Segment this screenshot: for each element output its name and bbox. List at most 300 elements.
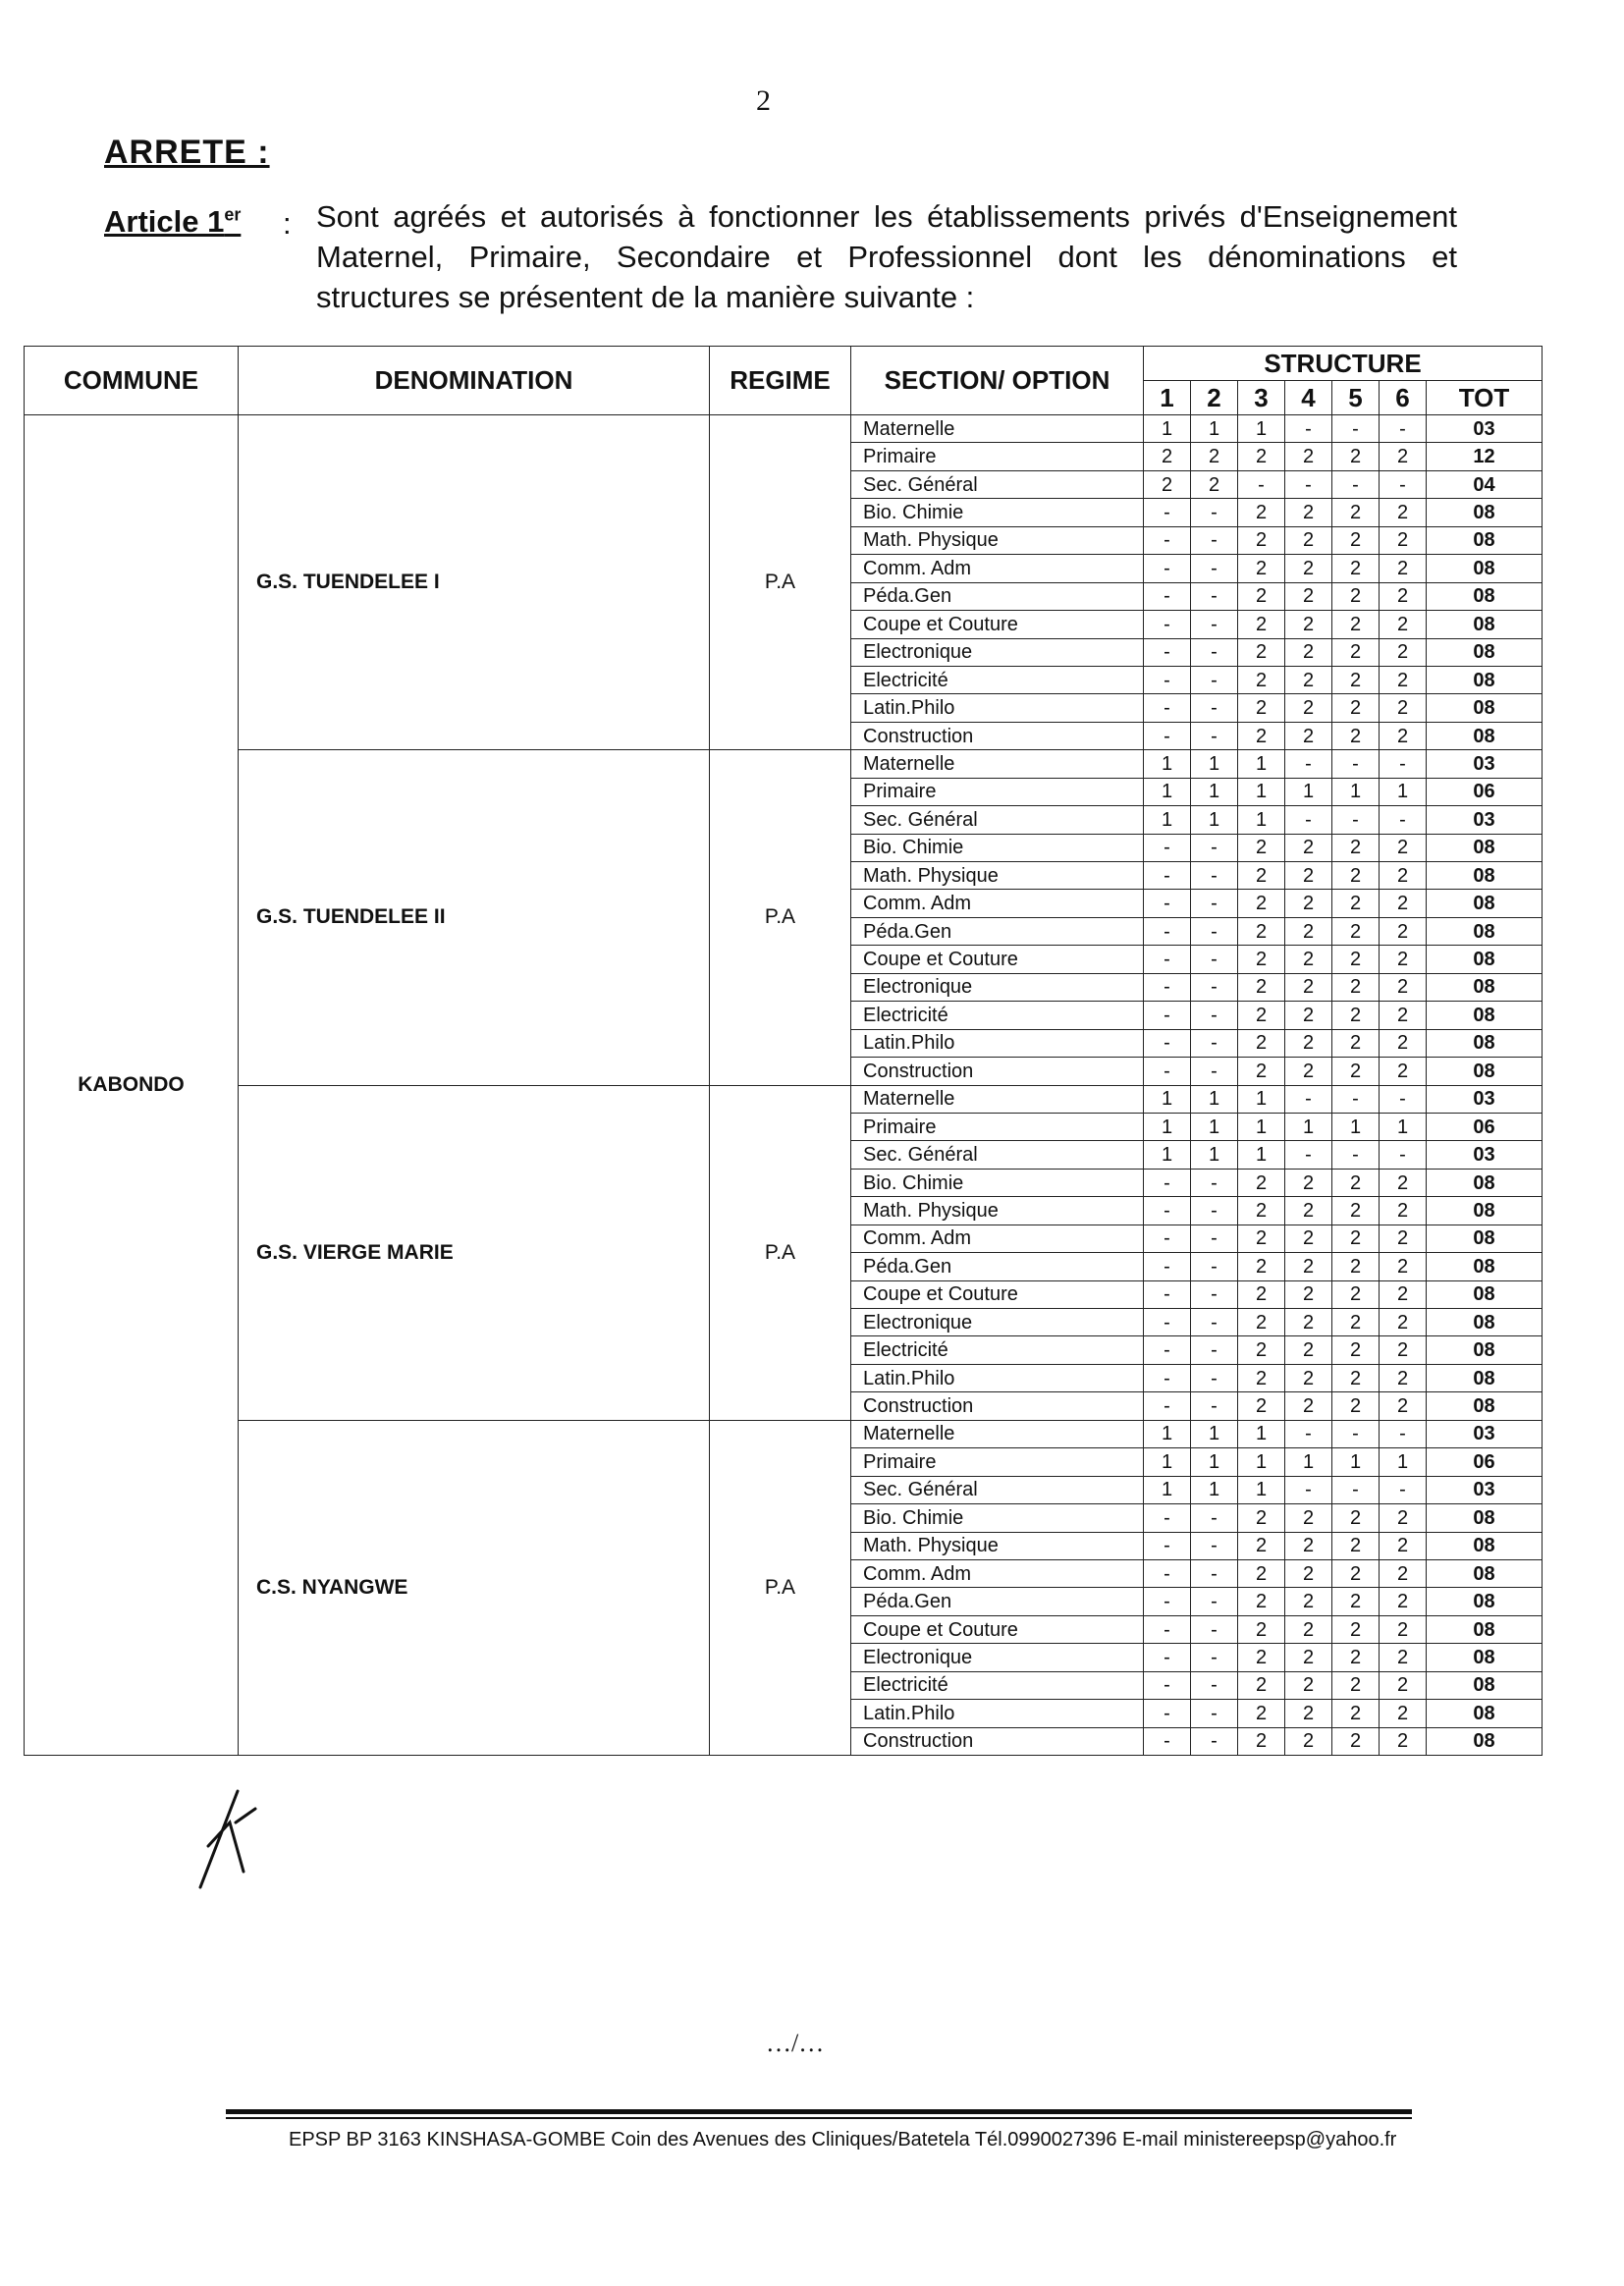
tot-cell: 08 [1427, 1671, 1543, 1699]
year-2-cell: - [1191, 1392, 1238, 1420]
year-1-cell: 2 [1144, 470, 1191, 498]
year-1-cell: - [1144, 611, 1191, 638]
year-5-cell: 2 [1332, 1727, 1380, 1755]
year-5-cell: - [1332, 470, 1380, 498]
denomination-cell: G.S. VIERGE MARIE [239, 1085, 710, 1420]
year-6-cell: 1 [1380, 778, 1427, 805]
year-6-cell: 2 [1380, 1644, 1427, 1671]
year-6-cell: - [1380, 806, 1427, 834]
year-5-cell: 2 [1332, 1392, 1380, 1420]
option-cell: Sec. Général [851, 1141, 1144, 1169]
year-3-cell: 1 [1238, 1141, 1285, 1169]
year-3-cell: 2 [1238, 666, 1285, 693]
year-1-cell: - [1144, 1364, 1191, 1391]
year-6-cell: 2 [1380, 666, 1427, 693]
year-1-cell: - [1144, 1700, 1191, 1727]
year-3-cell: 2 [1238, 1309, 1285, 1336]
year-2-cell: - [1191, 1253, 1238, 1280]
year-5-cell: 2 [1332, 1588, 1380, 1615]
option-cell: Latin.Philo [851, 694, 1144, 722]
year-4-cell: - [1285, 1085, 1332, 1113]
year-2-cell: - [1191, 1197, 1238, 1225]
year-1-cell: 1 [1144, 415, 1191, 443]
year-4-cell: 2 [1285, 1253, 1332, 1280]
year-6-cell: 2 [1380, 555, 1427, 582]
year-1-cell: - [1144, 1058, 1191, 1085]
year-3-cell: 2 [1238, 1364, 1285, 1391]
tot-cell: 08 [1427, 526, 1543, 554]
schools-table [24, 346, 1543, 1756]
year-1-cell: - [1144, 1644, 1191, 1671]
tot-cell: 06 [1427, 778, 1543, 805]
year-5-cell: 2 [1332, 1671, 1380, 1699]
table-row [25, 1420, 1543, 1447]
year-4-cell: 2 [1285, 1280, 1332, 1308]
tot-cell: 08 [1427, 1058, 1543, 1085]
tot-cell: 08 [1427, 917, 1543, 945]
option-cell: Primaire [851, 443, 1144, 470]
year-4-cell: 2 [1285, 666, 1332, 693]
tot-cell: 03 [1427, 1476, 1543, 1503]
decree-heading: ARRETE : [104, 134, 270, 171]
year-4-cell: 2 [1285, 890, 1332, 917]
year-1-cell: 1 [1144, 1113, 1191, 1140]
year-3-cell: 2 [1238, 1671, 1285, 1699]
year-2-cell: - [1191, 1644, 1238, 1671]
year-2-cell: - [1191, 1058, 1238, 1085]
option-cell: Comm. Adm [851, 1225, 1144, 1252]
option-cell: Math. Physique [851, 526, 1144, 554]
option-cell: Péda.Gen [851, 582, 1144, 610]
year-2-cell: - [1191, 1169, 1238, 1196]
year-6-cell: - [1380, 1085, 1427, 1113]
year-1-cell: - [1144, 1671, 1191, 1699]
year-5-cell: 2 [1332, 1058, 1380, 1085]
year-6-cell: 2 [1380, 443, 1427, 470]
year-1-cell: 1 [1144, 1085, 1191, 1113]
year-5-cell: 2 [1332, 1169, 1380, 1196]
year-3-cell: 2 [1238, 1002, 1285, 1029]
year-1-cell: - [1144, 1002, 1191, 1029]
year-2-cell: 1 [1191, 750, 1238, 778]
tot-cell: 08 [1427, 1197, 1543, 1225]
year-3-cell: 2 [1238, 526, 1285, 554]
year-3-cell: 1 [1238, 1476, 1285, 1503]
year-2-cell: 1 [1191, 806, 1238, 834]
tot-cell: 08 [1427, 1253, 1543, 1280]
regime-cell: P.A [710, 1085, 851, 1420]
year-3-cell: 1 [1238, 1448, 1285, 1476]
year-1-cell: - [1144, 834, 1191, 861]
option-cell: Péda.Gen [851, 917, 1144, 945]
year-3-cell: 2 [1238, 1253, 1285, 1280]
year-5-cell: - [1332, 1420, 1380, 1447]
option-cell: Bio. Chimie [851, 1169, 1144, 1196]
year-2-cell: - [1191, 1700, 1238, 1727]
year-5-cell: 2 [1332, 862, 1380, 890]
tot-cell: 08 [1427, 1532, 1543, 1559]
year-5-cell: 2 [1332, 611, 1380, 638]
year-5-cell: 2 [1332, 890, 1380, 917]
year-5-cell: 1 [1332, 1448, 1380, 1476]
tot-cell: 03 [1427, 1141, 1543, 1169]
year-3-cell: 2 [1238, 890, 1285, 917]
option-cell: Latin.Philo [851, 1364, 1144, 1391]
year-4-cell: 2 [1285, 1644, 1332, 1671]
footer-rule [226, 2109, 1412, 2114]
year-4-cell: 1 [1285, 1448, 1332, 1476]
year-4-cell: 2 [1285, 1309, 1332, 1336]
tot-cell: 08 [1427, 499, 1543, 526]
year-1-cell: - [1144, 1169, 1191, 1196]
year-5-cell: 2 [1332, 917, 1380, 945]
year-6-cell: 2 [1380, 946, 1427, 973]
year-6-cell: 2 [1380, 1364, 1427, 1391]
year-2-cell: 1 [1191, 778, 1238, 805]
tot-cell: 08 [1427, 862, 1543, 890]
year-1-cell: - [1144, 694, 1191, 722]
year-6-cell: 2 [1380, 1197, 1427, 1225]
year-5-cell: - [1332, 1141, 1380, 1169]
year-5-cell: 2 [1332, 1364, 1380, 1391]
tot-cell: 08 [1427, 1700, 1543, 1727]
year-2-cell: - [1191, 582, 1238, 610]
year-4-cell: 1 [1285, 1113, 1332, 1140]
option-cell: Coupe et Couture [851, 1280, 1144, 1308]
option-cell: Maternelle [851, 1085, 1144, 1113]
year-4-cell: 2 [1285, 1029, 1332, 1057]
option-cell: Sec. Général [851, 1476, 1144, 1503]
option-cell: Péda.Gen [851, 1253, 1144, 1280]
year-3-cell: 2 [1238, 638, 1285, 666]
year-5-cell: 1 [1332, 778, 1380, 805]
footer-address: EPSP BP 3163 KINSHASA-GOMBE Coin des Avenues des Cliniques/Batetela Tél.0990027396 E-mail ministereepsp@yahoo.fr [289, 2129, 1397, 2150]
year-2-cell: 1 [1191, 1141, 1238, 1169]
tot-cell: 08 [1427, 1225, 1543, 1252]
option-cell: Electricité [851, 1002, 1144, 1029]
tot-cell: 08 [1427, 1309, 1543, 1336]
year-3-cell: 1 [1238, 415, 1285, 443]
year-4-cell: 2 [1285, 917, 1332, 945]
header-year-2: 2 [1191, 381, 1238, 415]
year-3-cell: 2 [1238, 1615, 1285, 1643]
year-3-cell: 2 [1238, 1559, 1285, 1587]
year-2-cell: - [1191, 973, 1238, 1001]
year-6-cell: 2 [1380, 1588, 1427, 1615]
option-cell: Sec. Général [851, 470, 1144, 498]
year-5-cell: 2 [1332, 1559, 1380, 1587]
header-row-top [25, 347, 1543, 381]
year-1-cell: 1 [1144, 750, 1191, 778]
year-3-cell: 2 [1238, 1058, 1285, 1085]
year-3-cell: 2 [1238, 1504, 1285, 1532]
year-5-cell: 2 [1332, 666, 1380, 693]
year-1-cell: - [1144, 1336, 1191, 1364]
year-3-cell: 2 [1238, 1029, 1285, 1057]
year-4-cell: 2 [1285, 722, 1332, 749]
option-cell: Bio. Chimie [851, 834, 1144, 861]
year-1-cell: - [1144, 1615, 1191, 1643]
header-year-6: 6 [1380, 381, 1427, 415]
table-body [25, 415, 1543, 1756]
year-4-cell: 2 [1285, 499, 1332, 526]
option-cell: Electronique [851, 1644, 1144, 1671]
year-4-cell: 2 [1285, 1559, 1332, 1587]
tot-cell: 04 [1427, 470, 1543, 498]
article-separator: : [283, 206, 292, 241]
header-year-1: 1 [1144, 381, 1191, 415]
year-5-cell: 2 [1332, 1700, 1380, 1727]
year-3-cell: 2 [1238, 582, 1285, 610]
year-6-cell: 2 [1380, 1700, 1427, 1727]
year-6-cell: - [1380, 1141, 1427, 1169]
year-2-cell: - [1191, 1225, 1238, 1252]
year-4-cell: 2 [1285, 1700, 1332, 1727]
tot-cell: 08 [1427, 1588, 1543, 1615]
year-4-cell: 2 [1285, 443, 1332, 470]
year-2-cell: 2 [1191, 443, 1238, 470]
article-label [104, 204, 241, 240]
year-6-cell: 2 [1380, 1504, 1427, 1532]
year-5-cell: 2 [1332, 443, 1380, 470]
year-4-cell: 2 [1285, 1169, 1332, 1196]
year-4-cell: 2 [1285, 1364, 1332, 1391]
header-regime: REGIME [710, 347, 851, 415]
year-5-cell: - [1332, 1476, 1380, 1503]
year-4-cell: 2 [1285, 1197, 1332, 1225]
year-3-cell: 2 [1238, 499, 1285, 526]
year-5-cell: 1 [1332, 1113, 1380, 1140]
year-2-cell: 1 [1191, 1113, 1238, 1140]
denomination-cell: G.S. TUENDELEE I [239, 415, 710, 750]
article-text: Sont agréés et autorisés à fonctionner les établissements privés d'Enseignement Maternel, Primaire, Secondaire et Professionnel dont les dénominations et structures se présentent de la manière suivante : [316, 199, 1457, 314]
option-cell: Math. Physique [851, 1197, 1144, 1225]
year-6-cell: 2 [1380, 1671, 1427, 1699]
page-number: 2 [756, 84, 771, 117]
year-2-cell: - [1191, 638, 1238, 666]
year-2-cell: - [1191, 1504, 1238, 1532]
year-6-cell: - [1380, 1476, 1427, 1503]
option-cell: Coupe et Couture [851, 1615, 1144, 1643]
year-3-cell: 2 [1238, 862, 1285, 890]
year-4-cell: 2 [1285, 1504, 1332, 1532]
year-5-cell: 2 [1332, 694, 1380, 722]
option-cell: Péda.Gen [851, 1588, 1144, 1615]
year-1-cell: - [1144, 917, 1191, 945]
year-5-cell: 2 [1332, 526, 1380, 554]
year-3-cell: 2 [1238, 1700, 1285, 1727]
year-3-cell: 2 [1238, 973, 1285, 1001]
tot-cell: 08 [1427, 555, 1543, 582]
year-2-cell: - [1191, 834, 1238, 861]
year-4-cell: 2 [1285, 1532, 1332, 1559]
option-cell: Construction [851, 1058, 1144, 1085]
year-6-cell: 2 [1380, 1029, 1427, 1057]
header-commune: COMMUNE [25, 347, 239, 415]
year-3-cell: 2 [1238, 555, 1285, 582]
year-1-cell: - [1144, 1559, 1191, 1587]
year-4-cell: 2 [1285, 526, 1332, 554]
tot-cell: 08 [1427, 1644, 1543, 1671]
year-6-cell: 2 [1380, 862, 1427, 890]
year-4-cell: 2 [1285, 1225, 1332, 1252]
tot-cell: 08 [1427, 722, 1543, 749]
tot-cell: 08 [1427, 834, 1543, 861]
year-1-cell: - [1144, 862, 1191, 890]
year-1-cell: - [1144, 1532, 1191, 1559]
year-5-cell: 2 [1332, 1615, 1380, 1643]
year-6-cell: 2 [1380, 694, 1427, 722]
header-year-4: 4 [1285, 381, 1332, 415]
year-5-cell: 2 [1332, 973, 1380, 1001]
year-2-cell: 1 [1191, 1420, 1238, 1447]
article-label-text: Article 1 [104, 204, 225, 239]
year-5-cell: 2 [1332, 722, 1380, 749]
option-cell: Coupe et Couture [851, 946, 1144, 973]
year-3-cell: 2 [1238, 443, 1285, 470]
year-6-cell: - [1380, 415, 1427, 443]
option-cell: Primaire [851, 1113, 1144, 1140]
option-cell: Electronique [851, 1309, 1144, 1336]
year-2-cell: - [1191, 1559, 1238, 1587]
year-2-cell: 1 [1191, 1085, 1238, 1113]
year-6-cell: - [1380, 1420, 1427, 1447]
year-6-cell: 2 [1380, 499, 1427, 526]
table-row [25, 750, 1543, 778]
year-6-cell: 2 [1380, 1225, 1427, 1252]
article-label-sup: er [224, 204, 242, 225]
year-5-cell: - [1332, 1085, 1380, 1113]
year-1-cell: - [1144, 946, 1191, 973]
year-1-cell: - [1144, 526, 1191, 554]
year-1-cell: - [1144, 1588, 1191, 1615]
year-4-cell: - [1285, 415, 1332, 443]
denomination-cell: C.S. NYANGWE [239, 1420, 710, 1755]
tot-cell: 08 [1427, 1615, 1543, 1643]
option-cell: Comm. Adm [851, 555, 1144, 582]
header-denomination: DENOMINATION [239, 347, 710, 415]
tot-cell: 08 [1427, 638, 1543, 666]
tot-cell: 03 [1427, 1085, 1543, 1113]
option-cell: Maternelle [851, 1420, 1144, 1447]
year-6-cell: 2 [1380, 638, 1427, 666]
year-5-cell: 2 [1332, 1309, 1380, 1336]
year-2-cell: - [1191, 890, 1238, 917]
year-4-cell: 2 [1285, 1002, 1332, 1029]
tot-cell: 03 [1427, 415, 1543, 443]
option-cell: Electricité [851, 1671, 1144, 1699]
year-6-cell: 2 [1380, 1253, 1427, 1280]
year-5-cell: 2 [1332, 1197, 1380, 1225]
year-1-cell: 1 [1144, 778, 1191, 805]
year-2-cell: - [1191, 1364, 1238, 1391]
year-6-cell: 2 [1380, 1002, 1427, 1029]
year-3-cell: 2 [1238, 1644, 1285, 1671]
year-3-cell: 2 [1238, 917, 1285, 945]
year-3-cell: 2 [1238, 1532, 1285, 1559]
year-6-cell: 2 [1380, 1559, 1427, 1587]
year-1-cell: - [1144, 1029, 1191, 1057]
year-6-cell: 2 [1380, 1169, 1427, 1196]
year-1-cell: - [1144, 1280, 1191, 1308]
tot-cell: 08 [1427, 1029, 1543, 1057]
year-2-cell: - [1191, 526, 1238, 554]
tot-cell: 08 [1427, 1364, 1543, 1391]
year-4-cell: 2 [1285, 1671, 1332, 1699]
year-2-cell: 1 [1191, 415, 1238, 443]
option-cell: Math. Physique [851, 1532, 1144, 1559]
year-1-cell: - [1144, 1504, 1191, 1532]
year-5-cell: 2 [1332, 1532, 1380, 1559]
year-5-cell: - [1332, 806, 1380, 834]
year-4-cell: 2 [1285, 555, 1332, 582]
tot-cell: 08 [1427, 1002, 1543, 1029]
year-1-cell: - [1144, 890, 1191, 917]
year-2-cell: 2 [1191, 470, 1238, 498]
year-4-cell: 2 [1285, 862, 1332, 890]
year-3-cell: 2 [1238, 1169, 1285, 1196]
year-3-cell: 1 [1238, 1420, 1285, 1447]
year-6-cell: 2 [1380, 917, 1427, 945]
year-1-cell: - [1144, 1309, 1191, 1336]
tot-cell: 03 [1427, 806, 1543, 834]
year-3-cell: 2 [1238, 611, 1285, 638]
year-2-cell: - [1191, 1309, 1238, 1336]
year-2-cell: - [1191, 722, 1238, 749]
option-cell: Sec. Général [851, 806, 1144, 834]
year-3-cell: 2 [1238, 1392, 1285, 1420]
year-2-cell: - [1191, 1002, 1238, 1029]
option-cell: Construction [851, 722, 1144, 749]
denomination-cell: G.S. TUENDELEE II [239, 750, 710, 1085]
header-year-3: 3 [1238, 381, 1285, 415]
year-6-cell: 2 [1380, 611, 1427, 638]
year-1-cell: - [1144, 1225, 1191, 1252]
tot-cell: 08 [1427, 890, 1543, 917]
year-2-cell: - [1191, 666, 1238, 693]
year-5-cell: 2 [1332, 946, 1380, 973]
year-2-cell: - [1191, 1588, 1238, 1615]
year-3-cell: 1 [1238, 750, 1285, 778]
year-6-cell: - [1380, 470, 1427, 498]
year-4-cell: - [1285, 1476, 1332, 1503]
year-3-cell: 1 [1238, 778, 1285, 805]
year-4-cell: 2 [1285, 1588, 1332, 1615]
option-cell: Maternelle [851, 750, 1144, 778]
option-cell: Latin.Philo [851, 1029, 1144, 1057]
year-1-cell: - [1144, 973, 1191, 1001]
year-1-cell: - [1144, 1197, 1191, 1225]
year-5-cell: 2 [1332, 1504, 1380, 1532]
tot-cell: 08 [1427, 1280, 1543, 1308]
year-1-cell: - [1144, 1253, 1191, 1280]
tot-cell: 08 [1427, 946, 1543, 973]
year-1-cell: - [1144, 1392, 1191, 1420]
year-6-cell: 1 [1380, 1113, 1427, 1140]
option-cell: Construction [851, 1392, 1144, 1420]
year-3-cell: 1 [1238, 1085, 1285, 1113]
year-3-cell: 2 [1238, 722, 1285, 749]
year-5-cell: 2 [1332, 1644, 1380, 1671]
year-4-cell: - [1285, 470, 1332, 498]
year-6-cell: 2 [1380, 890, 1427, 917]
year-6-cell: 1 [1380, 1448, 1427, 1476]
year-5-cell: 2 [1332, 1336, 1380, 1364]
year-3-cell: 1 [1238, 1113, 1285, 1140]
year-4-cell: 2 [1285, 638, 1332, 666]
header-year-5: 5 [1332, 381, 1380, 415]
commune-cell: KABONDO [25, 415, 239, 1756]
